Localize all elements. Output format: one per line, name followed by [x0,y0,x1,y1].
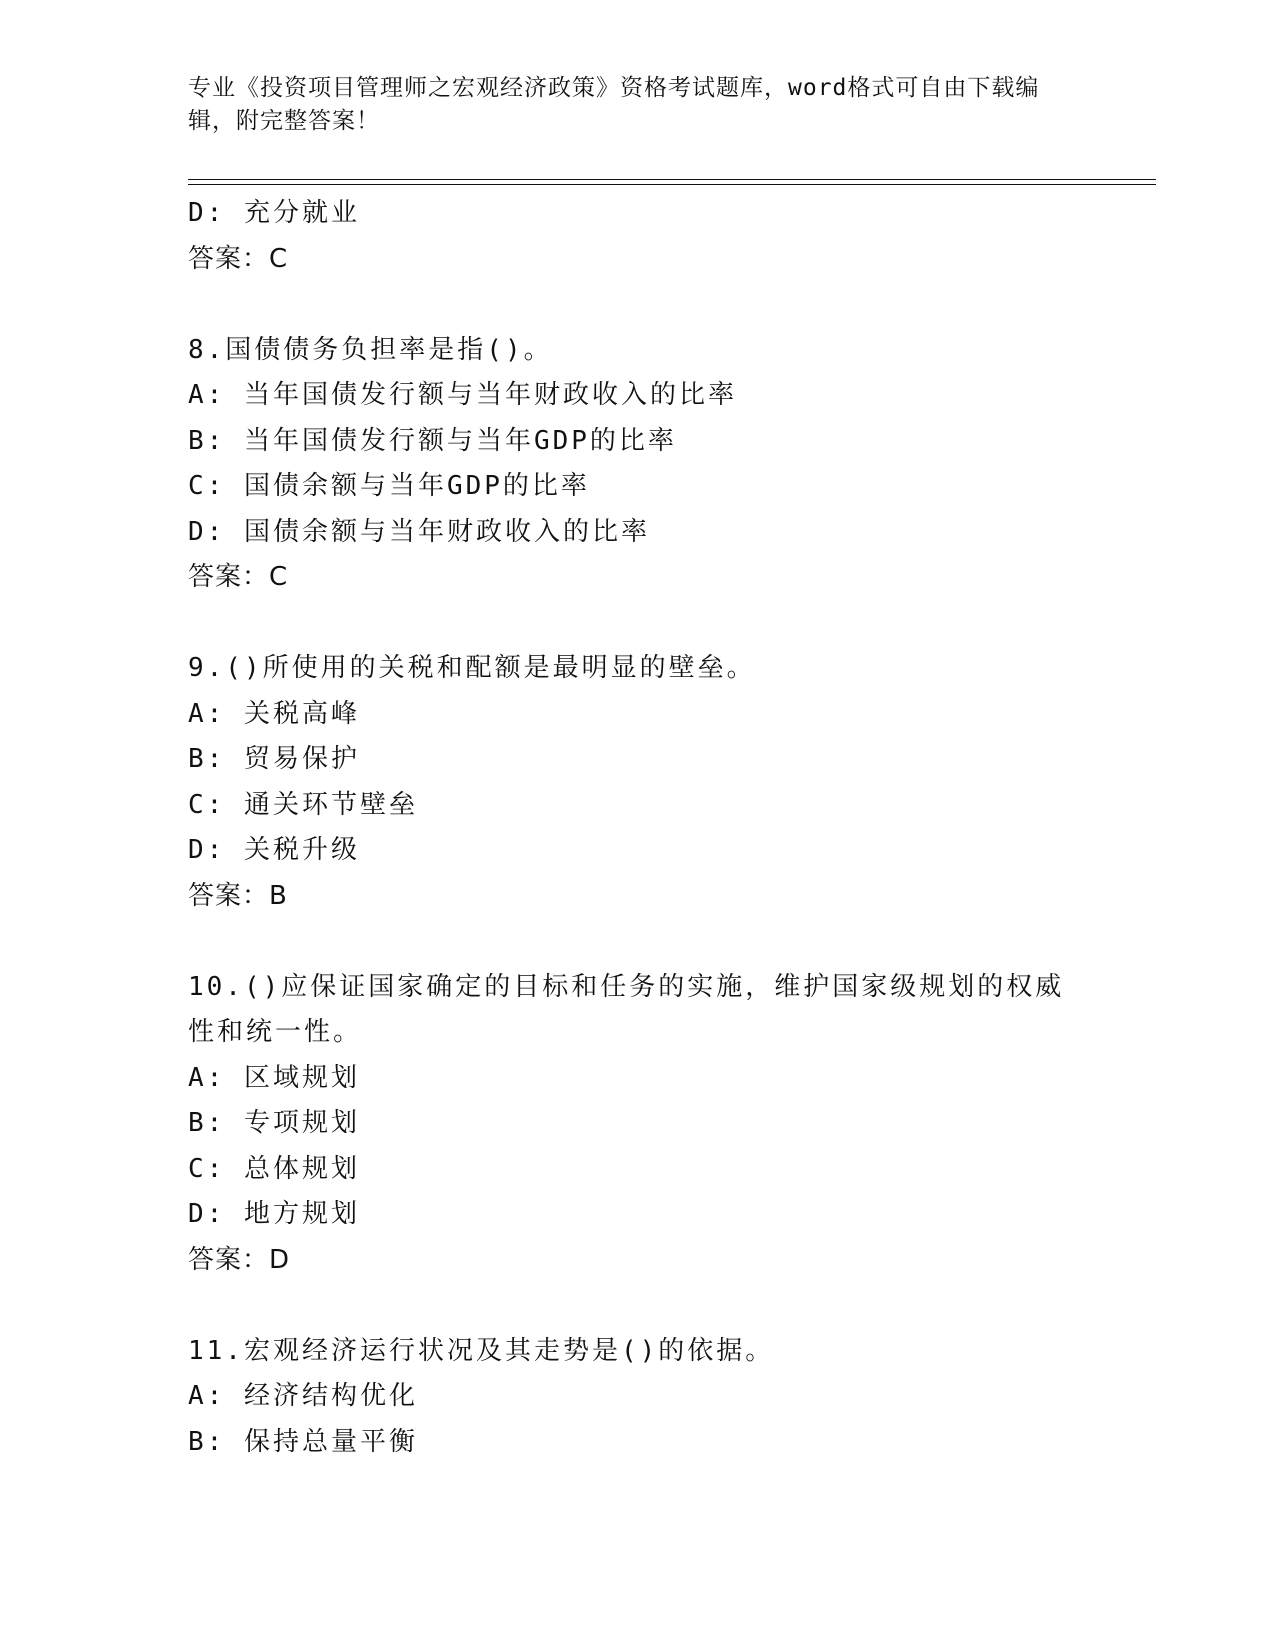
question-10-option-d: D: 地方规划 [188,1199,360,1229]
question-8-option-b: B: 当年国债发行额与当年GDP的比率 [188,425,677,456]
question-list [188,191,1088,1465]
question-8-stem: 8.国债债务负担率是指()。 [188,334,553,365]
question-9-option-a: A: 关税高峰 [188,698,360,729]
question-9-answer: 答案：B [188,880,288,911]
question-10-option-a: A: 区域规划 [188,1062,360,1093]
question-9-stem: 9.()所使用的关税和配额是最明显的壁垒。 [188,653,756,683]
question-9-option-c: C: 通关环节壁垒 [188,789,418,820]
question-8-option-c: C: 国债余额与当年GDP的比率 [188,471,590,501]
spacer [188,282,1088,328]
question-10-option-b: B: 专项规划 [188,1108,360,1138]
question-10-option-c: C: 总体规划 [188,1153,360,1184]
spacer [188,1283,1088,1329]
question-11-option-a: A: 经济结构优化 [188,1381,418,1411]
header-rule-bottom [188,184,1156,185]
previous-option-d: D: 充分就业 [188,198,360,228]
question-8-answer: 答案：C [188,562,289,592]
question-11-stem: 11.宏观经济运行状况及其走势是()的依据。 [188,1335,775,1366]
question-10-stem: 10.()应保证国家确定的目标和任务的实施，维护国家级规划的权威性和统一性。 [188,971,1065,1047]
spacer [188,919,1088,965]
question-8-option-d: D: 国债余额与当年财政收入的比率 [188,516,650,547]
document-header: 专业《投资项目管理师之宏观经济政策》资格考试题库，word格式可自由下载编辑，附完整答案！ [188,75,1040,134]
question-10-answer: 答案：D [188,1244,291,1275]
previous-answer: 答案：C [188,243,289,274]
question-9-option-b: B: 贸易保护 [188,744,360,774]
header-rule-top [188,179,1156,180]
question-11-option-b: B: 保持总量平衡 [188,1426,418,1457]
spacer [188,601,1088,647]
question-8-option-a: A: 当年国债发行额与当年财政收入的比率 [188,380,737,410]
question-9-option-d: D: 关税升级 [188,835,360,865]
